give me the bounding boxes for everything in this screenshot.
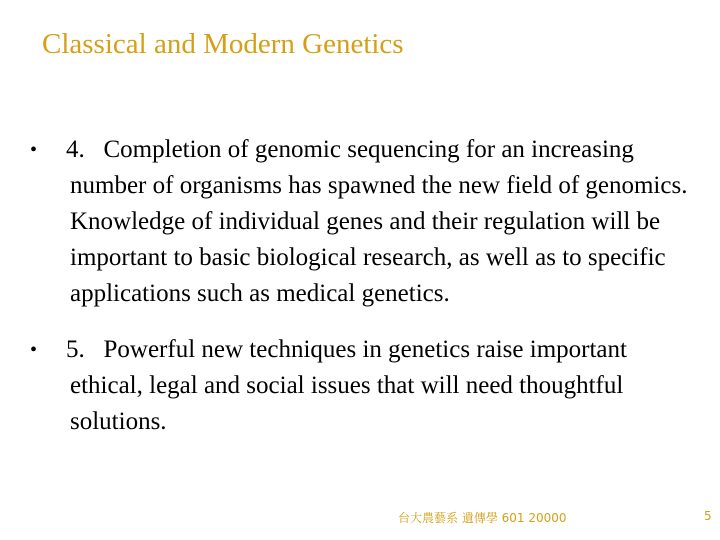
bullet-item xyxy=(30,332,690,440)
bullet-text: 5. Powerful new techniques in genetics raise important ethical, legal and social issues that will need thoughtful solutions. xyxy=(66,336,634,435)
bullet-list xyxy=(30,132,694,460)
page-number: 5 xyxy=(704,509,712,523)
footer-course-label: 台大農藝系 遺傳學 601 20000 xyxy=(398,511,567,525)
slide-title: Classical and Modern Genetics xyxy=(42,28,404,60)
bullet-text: 4. Completion of genomic sequencing for an increasing number of organisms has spawned the new field of genomics. Knowledge of individual genes and their regulation will be important to basic biological research, as well as to specific applications such as medical genetics. xyxy=(66,136,694,307)
bullet-item xyxy=(30,132,694,312)
bullet-dot-icon: • xyxy=(30,339,38,361)
bullet-dot-icon: • xyxy=(30,139,38,161)
